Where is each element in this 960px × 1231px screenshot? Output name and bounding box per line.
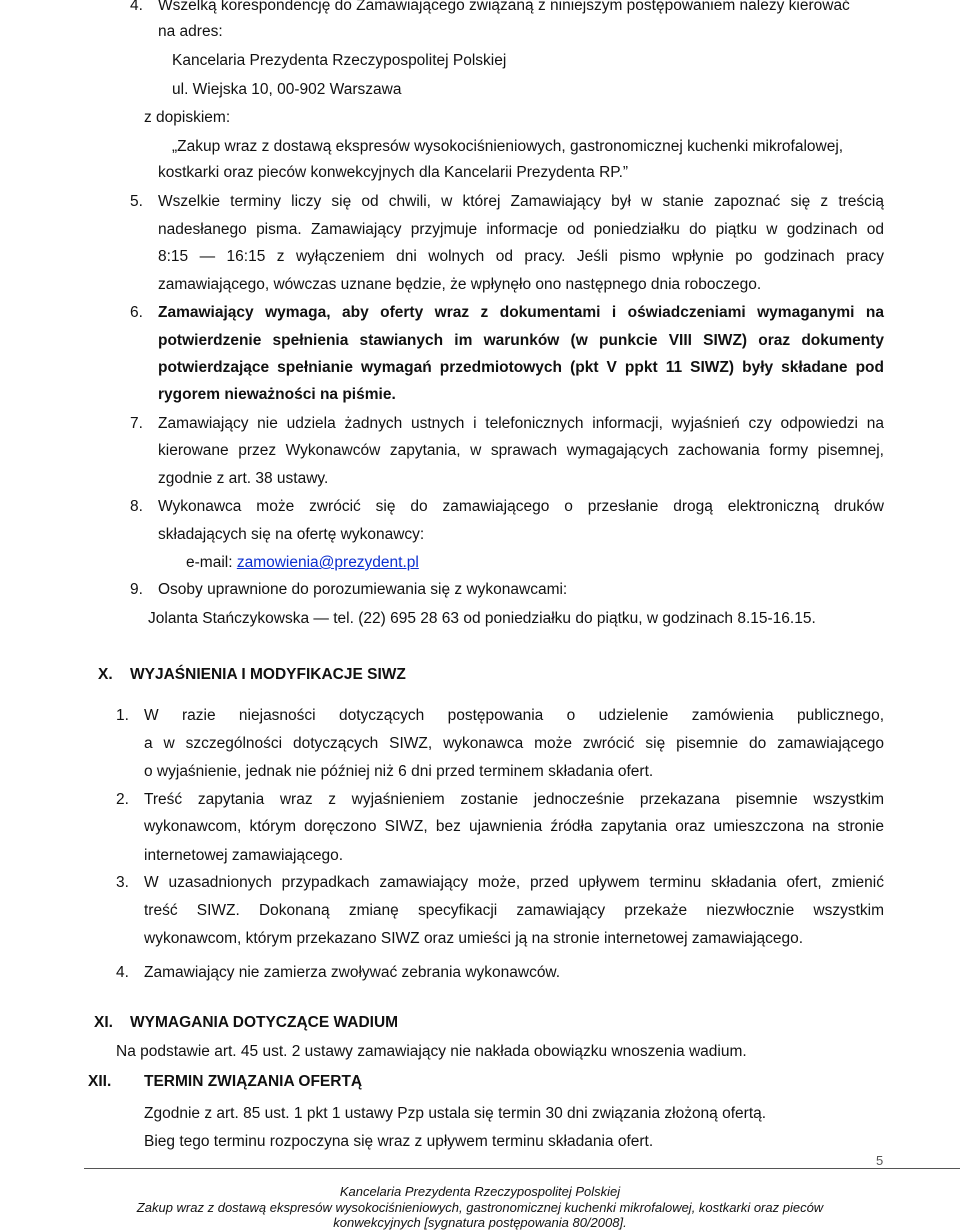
contact-line: Jolanta Stańczykowska — tel. (22) 695 28 63 od poniedziałku do piątku, w godzinach 8.15-16.15.: [148, 610, 816, 627]
paragraph-line: rygorem nieważności na piśmie.: [158, 386, 396, 403]
address-line: Kancelaria Prezydenta Rzeczypospolitej Polskiej: [172, 52, 507, 69]
email-line: [186, 553, 419, 573]
quoted-title: kostkarki oraz pieców konwekcyjnych dla Kancelarii Prezydenta RP.”: [158, 164, 629, 181]
paragraph-line: Zamawiający wymaga, aby oferty wraz z dokumentami i oświadczeniami wymaganymi na: [158, 304, 884, 321]
paragraph-line: 8:15 — 16:15 z wyłączeniem dni wolnych od pracy. Jeśli pismo wpłynie po godzinach pracy: [158, 248, 884, 265]
footer-line: Kancelaria Prezydenta Rzeczypospolitej Polskiej: [339, 1184, 621, 1199]
paragraph-line: Osoby uprawnione do porozumiewania się z wykonawcami:: [158, 581, 568, 598]
paragraph-line: Na podstawie art. 45 ust. 2 ustawy zamawiający nie nakłada obowiązku wnoszenia wadium.: [116, 1043, 747, 1060]
item-number: 8.: [130, 498, 143, 515]
paragraph-line: Wszelką korespondencję do Zamawiającego związaną z niniejszym postępowaniem należy kierować: [158, 0, 850, 14]
paragraph-line: nadesłanego pisma. Zamawiający przyjmuje informacje od poniedziałku do piątku w godzinach od: [158, 221, 884, 238]
item-number: 4.: [130, 0, 143, 14]
item-number: 6.: [130, 304, 143, 321]
paragraph-line: W uzasadnionych przypadkach zamawiający może, przed upływem terminu składania ofert, zmienić: [144, 874, 884, 891]
paragraph-line: Wszelkie terminy liczy się od chwili, w której Zamawiający był w stanie zapoznać się z treścią: [158, 193, 884, 210]
paragraph-line: wykonawcom, którym przekazano SIWZ oraz umieści ją na stronie internetowej zamawiającego.: [144, 930, 804, 947]
paragraph-line: wykonawcom, którym doręczono SIWZ, bez ujawnienia źródła zapytania oraz umieszczona na stronie: [144, 818, 884, 835]
address-line: ul. Wiejska 10, 00-902 Warszawa: [172, 81, 402, 98]
note-label: z dopiskiem:: [144, 109, 231, 126]
item-number: 9.: [130, 581, 143, 598]
paragraph-line: składających się na ofertę wykonawcy:: [158, 526, 425, 543]
paragraph-line: zgodnie z art. 38 ustawy.: [158, 470, 329, 487]
email-label: e-mail:: [186, 554, 237, 571]
paragraph-line: o wyjaśnienie, jednak nie później niż 6 dni przed terminem składania ofert.: [144, 763, 654, 780]
footer-divider: [84, 1168, 960, 1169]
paragraph-line: internetowej zamawiającego.: [144, 847, 344, 864]
item-number: 5.: [130, 193, 143, 210]
page-number: 5: [876, 1153, 884, 1168]
paragraph-line: kierowane przez Wykonawców zapytania, w sprawach wymagających zachowania formy pisemnej,: [158, 442, 884, 459]
quoted-title: „Zakup wraz z dostawą ekspresów wysokociśnieniowych, gastronomicznej kuchenki mikrofalowej,: [172, 138, 844, 155]
section-number: XI.: [94, 1014, 113, 1031]
paragraph-line: potwierdzenie spełnienia stawianych im warunków (w punkcie VIII SIWZ) oraz dokumenty: [158, 332, 884, 349]
item-number: 2.: [116, 791, 129, 808]
paragraph-line: zamawiającego, wówczas uznane będzie, że wpłynęło ono następnego dnia roboczego.: [158, 276, 762, 293]
item-number: 7.: [130, 415, 143, 432]
paragraph-line: Zgodnie z art. 85 ust. 1 pkt 1 ustawy Pzp ustala się termin 30 dni związania złożoną ofertą.: [144, 1105, 767, 1122]
item-number: 3.: [116, 874, 129, 891]
paragraph-line: Zamawiający nie udziela żadnych ustnych i telefonicznych informacji, wyjaśnień czy odpowiedzi na: [158, 415, 884, 432]
paragraph-line: potwierdzające spełnianie wymagań przedmiotowych (pkt V ppkt 11 SIWZ) były składane pod: [158, 359, 884, 376]
item-number: 1.: [116, 707, 129, 724]
section-heading: WYJAŚNIENIA I MODYFIKACJE SIWZ: [130, 666, 406, 683]
footer-line: konwekcyjnych [sygnatura postępowania 80/2008].: [333, 1215, 627, 1230]
section-number: XII.: [88, 1073, 112, 1090]
email-link[interactable]: zamowienia@prezydent.pl: [236, 554, 419, 571]
paragraph-line: na adres:: [158, 23, 223, 40]
section-number: X.: [98, 666, 113, 683]
paragraph-line: Wykonawca może zwrócić się do zamawiającego o przesłanie drogą elektroniczną druków: [158, 498, 884, 515]
paragraph-line: Treść zapytania wraz z wyjaśnieniem zostanie jednocześnie przekazana pisemnie wszystkim: [144, 791, 884, 808]
paragraph-line: treść SIWZ. Dokonaną zmianę specyfikacji zamawiający przekaże niezwłocznie wszystkim: [144, 902, 884, 919]
footer-line: Zakup wraz z dostawą ekspresów wysokociśnieniowych, gastronomicznej kuchenki mikrofalowej, kostkarki oraz pieców: [136, 1200, 824, 1215]
item-number: 4.: [116, 964, 129, 981]
section-heading: TERMIN ZWIĄZANIA OFERTĄ: [144, 1073, 363, 1090]
paragraph-line: W razie niejasności dotyczących postępowania o udzielenie zamówienia publicznego,: [144, 707, 884, 724]
paragraph-line: Bieg tego terminu rozpoczyna się wraz z upływem terminu składania ofert.: [144, 1133, 654, 1150]
paragraph-line: Zamawiający nie zamierza zwoływać zebrania wykonawców.: [144, 964, 561, 981]
paragraph-line: a w szczególności dotyczących SIWZ, wykonawca może zwrócić się pisemnie do zamawiającego: [144, 735, 884, 752]
section-heading: WYMAGANIA DOTYCZĄCE WADIUM: [130, 1014, 399, 1031]
